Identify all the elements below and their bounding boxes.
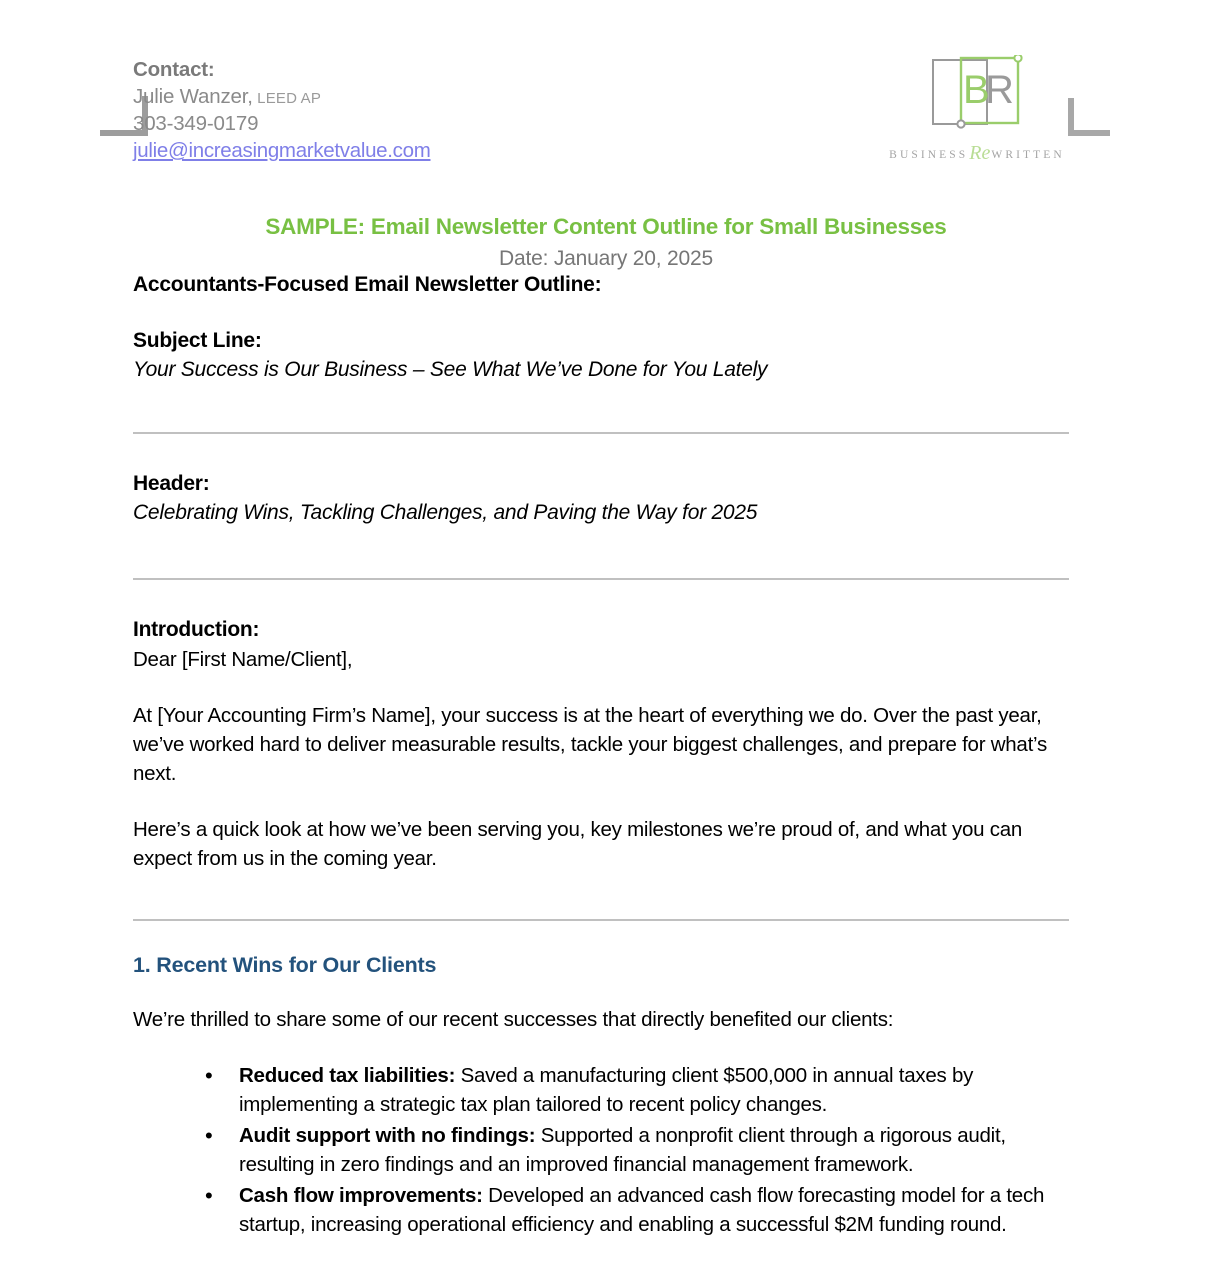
title-block <box>0 214 1212 271</box>
subject-line-label: Subject Line: <box>133 328 262 352</box>
logo-word-business: BUSINESS <box>889 149 969 161</box>
contact-phone: 303-349-0179 <box>133 112 259 136</box>
list-item <box>205 1121 1069 1179</box>
contact-name-row <box>133 83 431 110</box>
logo-word-re: Re <box>969 142 991 164</box>
list-item-label: Audit support with no findings: <box>239 1123 536 1147</box>
header-value: Celebrating Wins, Tackling Challenges, and Paving the Way for 2025 <box>133 500 758 524</box>
intro-paragraph-2: Here’s a quick look at how we’ve been serving you, key milestones we’re proud of, and what you can expect from us in the coming year. <box>133 818 1023 871</box>
logo-word-written: WRITTEN <box>991 149 1065 161</box>
outline-heading: Accountants-Focused Email Newsletter Outline: <box>133 273 602 296</box>
list-item-text: Saved a manufacturing client $500,000 in annual taxes by implementing a strategic tax plan tailored to recent policy changes. <box>239 1063 974 1116</box>
svg-text:B: B <box>963 68 990 112</box>
svg-text:R: R <box>985 68 1014 112</box>
list-item-label: Cash flow improvements: <box>239 1184 483 1208</box>
logo-wordmark <box>872 141 1082 164</box>
section-heading-recent-wins: 1. Recent Wins for Our Clients <box>133 953 437 978</box>
document-date: Date: January 20, 2025 <box>499 247 713 270</box>
section-divider-2 <box>133 578 1069 580</box>
contact-block <box>133 56 431 164</box>
contact-email-link[interactable]: julie@increasingmarketvalue.com <box>133 139 431 163</box>
page-title: SAMPLE: Email Newsletter Content Outline for Small Businesses <box>265 214 947 239</box>
letterhead <box>0 0 1212 180</box>
contact-label: Contact: <box>133 58 215 81</box>
list-item <box>205 1061 1069 1119</box>
contact-credential: LEED AP <box>257 90 322 108</box>
header-label: Header: <box>133 471 210 495</box>
logo-monogram-icon <box>930 55 1035 135</box>
document-body <box>133 271 1069 1239</box>
list-item-text: Developed an advanced cash flow forecasting model for a tech startup, increasing operational efficiency and enabling a successful $2M funding round. <box>239 1184 1045 1237</box>
recent-wins-list <box>133 1061 1069 1240</box>
list-item <box>205 1181 1069 1239</box>
section-lead-in: We’re thrilled to share some of our recent successes that directly benefited our clients: <box>133 1008 894 1032</box>
introduction-label: Introduction: <box>133 617 260 641</box>
section-divider-1 <box>133 432 1069 434</box>
subject-line-value: Your Success is Our Business – See What We’ve Done for You Lately <box>133 357 768 381</box>
contact-name: Julie Wanzer, <box>133 85 253 109</box>
salutation: Dear [First Name/Client], <box>133 647 353 671</box>
list-item-label: Reduced tax liabilities: <box>239 1063 456 1087</box>
list-item-text: Supported a nonprofit client through a rigorous audit, resulting in zero findings and an improved financial management framework. <box>239 1123 1006 1176</box>
intro-paragraph-1: At [Your Accounting Firm’s Name], your success is at the heart of everything we do. Over the past year, we’ve worked hard to deliver measurable results, tackle your biggest challenges, and prepare for what’s next. <box>133 703 1047 786</box>
company-logo <box>872 55 1082 167</box>
section-divider-3 <box>133 919 1069 921</box>
